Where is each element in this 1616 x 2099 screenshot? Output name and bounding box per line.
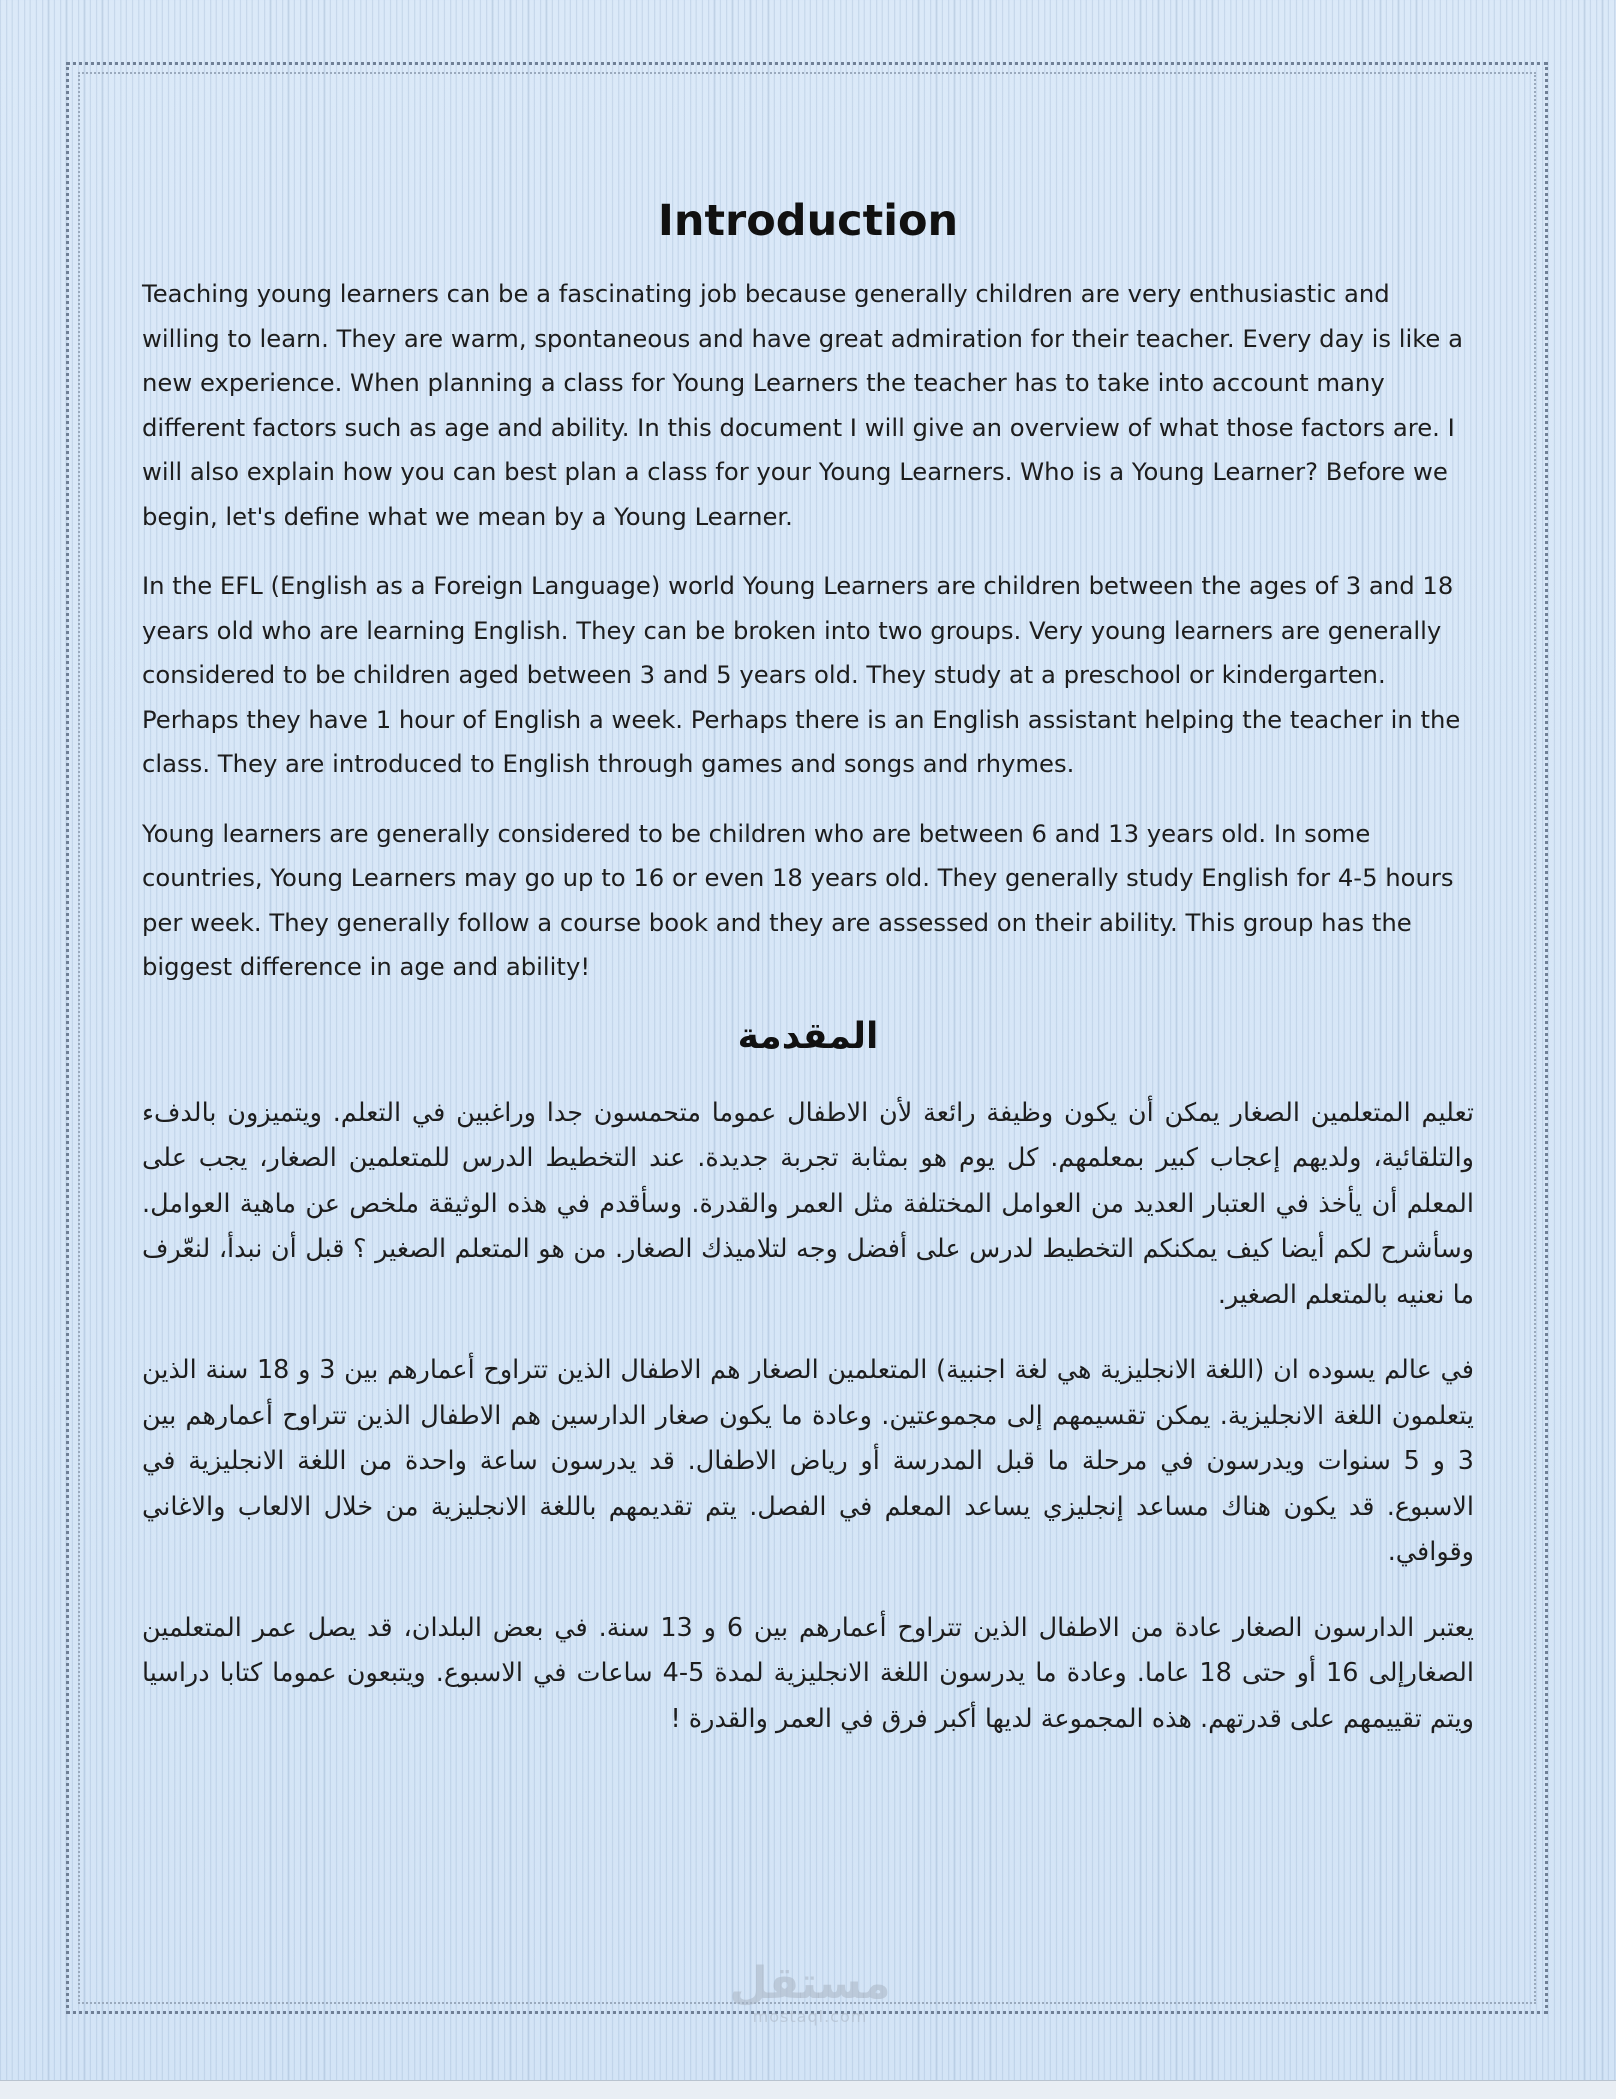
- english-paragraph-1: Teaching young learners can be a fascinating job because generally children are very enthusiastic and willing to learn. They are warm, spontaneous and have great admiration for their teacher. Every day is like a new experience. When planning a class for Young Learners the teacher has to take into account many different factors such as age and ability. In this document I will give an overview of what those factors are. I will also explain how you can best plan a class for your Young Learners. Who is a Young Learner? Before we begin, let's define what we mean by a Young Learner.: [142, 279, 1463, 531]
- english-title: Introduction: [657, 196, 959, 246]
- arabic-title: المقدمة: [737, 1015, 879, 1057]
- english-paragraph-3: Young learners are generally considered to be children who are between 6 and 13 years old. In some countries, Young Learners may go up to 16 or even 18 years old. They generally study English for 4-5 hours per week. They generally follow a course book and they are assessed on their ability. This group has the biggest difference in age and ability!: [142, 818, 1454, 981]
- english-paragraph-2: In the EFL (English as a Foreign Language) world Young Learners are children between the ages of 3 and 18 years old who are learning English. They can be broken into two groups. Very young learners are generally considered to be children aged between 3 and 5 years old. They study at a preschool or kindergarten. Perhaps they have 1 hour of English a week. Perhaps there is an English assistant helping the teacher in the class. They are introduced to English through games and songs and rhymes.: [142, 571, 1461, 778]
- arabic-paragraph-1: تعليم المتعلمين الصغار يمكن أن يكون وظيفة رائعة لأن الاطفال عموما متحمسون جدا وراغبين في التعلم. ويتميزون بالدفء والتلقائية، ولديهم إعجاب كبير بمعلمهم. كل يوم هو بمثابة تجربة جديدة. عند التخطيط الدرس للمتعلمين الصغار، يجب على المعلم أن يأخذ في العتبار العديد من العوامل المختلفة مثل العمر والقدرة. وسأقدم في هذه الوثيقة ملخص عن ماهية العوامل. وسأشرح لكم أيضا كيف يمكنكم التخطيط لدرس على أفضل وجه لتلاميذك الصغار. من هو المتعلم الصغير ؟ قبل أن نبدأ، لنعّرف ما نعنيه بالمتعلم الصغير.: [142, 1097, 1474, 1310]
- document-content: [142, 180, 1474, 1772]
- arabic-paragraph-2: في عالم يسوده ان (اللغة الانجليزية هي لغة اجنبية) المتعلمين الصغار هم الاطفال الذين تتراوح أعمارهم بين 3 و 18 سنة الذين يتعلمون اللغة الانجليزية. يمكن تقسيمهم إلى مجموعتين. وعادة ما يكون صغار الدارسين هم الاطفال الذين تتراوح أعمارهم بين 3 و 5 سنوات ويدرسون في مرحلة ما قبل المدرسة أو رياض الاطفال. قد يدرسون ساعة واحدة من اللغة الانجليزية في الاسبوع. قد يكون هناك مساعد إنجليزي يساعد المعلم في الفصل. يتم تقديمهم باللغة الانجليزية من خلال الالعاب والاغاني وقوافي.: [142, 1355, 1474, 1567]
- bottom-edge-bar: [0, 2080, 1616, 2099]
- watermark: [700, 1960, 920, 2026]
- watermark-url: mostaql.com: [752, 2007, 868, 2026]
- arabic-paragraph-3: يعتبر الدارسون الصغار عادة من الاطفال الذين تتراوح أعمارهم بين 6 و 13 سنة. في بعض البلدان، قد يصل عمر المتعلمين الصغارإلى 16 أو حتى 18 عاما. وعادة ما يدرسون اللغة الانجليزية لمدة 5-4 ساعات في الاسبوع. ويتبعون عموما كتابا دراسيا ويتم تقييمهم على قدرتهم. هذه المجموعة لديها أكبر فرق في العمر والقدرة !: [142, 1612, 1474, 1734]
- watermark-logo: مستقل: [729, 1958, 891, 2009]
